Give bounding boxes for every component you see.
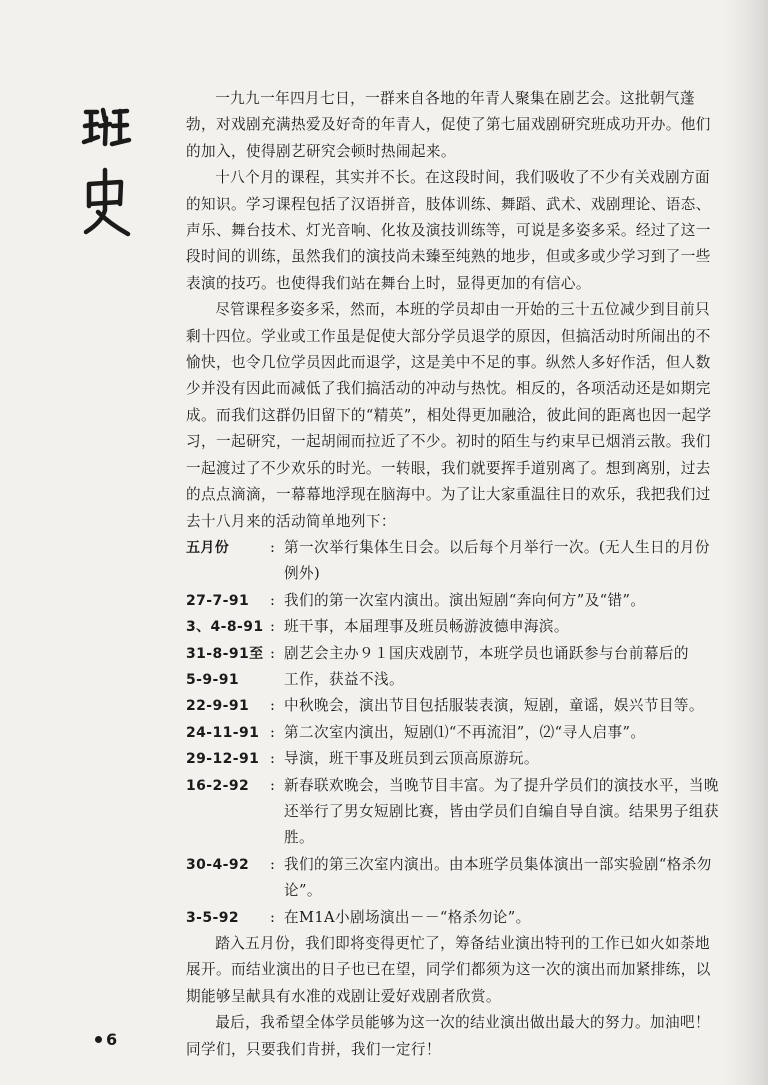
timeline-entry: 29-12-91 : 导演，班干事及班员到云顶高原游玩。 — [186, 746, 724, 772]
timeline-entry: 30-4-92 : 我们的第三次室内演出。由本班学员集体演出一部实验剧“格杀勿论”。 — [186, 852, 724, 905]
timeline-date: 3-5-92 — [186, 909, 239, 926]
paragraph-curriculum: 十八个月的课程，其实并不长。在这段时间，我们吸收了不少有关戏剧方面的知识。学习课程包括了汉语拼音，肢体训练、舞蹈、武术、戏剧理论、语态、声乐、舞台技术、灯光音响、化妆及演技训练等，可说是多姿多采。经过了这一段时间的训练，虽然我们的演技尚未臻至纯熟的地步，但或多或少学习到了一些表演的技巧。也使得我们站在舞台上时，显得更加的有信心。 — [186, 169, 711, 292]
timeline-date: 5-9-91 — [186, 671, 239, 688]
timeline-entry — [186, 667, 724, 693]
timeline-text: 班干事，本届理事及班员畅游波德申海滨。 — [284, 618, 569, 636]
timeline-entry: 22-9-91 : 中秋晚会，演出节目包括服装表演，短剧，童谣，娱兴节目等。 — [186, 693, 724, 719]
timeline-text: 第二次室内演出，短剧⑴“不再流泪”，⑵“寻人启事”。 — [284, 723, 646, 741]
timeline-date: 24-11-91 — [186, 724, 260, 741]
timeline-date: 27-7-91 — [186, 592, 250, 609]
paragraph-closing: 最后，我希望全体学员能够为这一次的结业演出做出最大的努力。加油吧！同学们，只要我们肯拼，我们一定行！ — [186, 1014, 710, 1058]
timeline-entry: 31-8-91至 : 剧艺会主办９１国庆戏剧节，本班学员也诵跃参与台前幕后的 — [186, 641, 724, 667]
article-body — [186, 86, 724, 1063]
timeline-date: 五月份 — [186, 539, 230, 556]
timeline-date: 29-12-91 — [186, 751, 260, 768]
timeline-entry: 16-2-92 : 新春联欢晚会，当晚节目丰富。为了提升学员们的演技水平，当晚还举行了男女短剧比赛，皆由学员们自编自导自演。结果男子组获胜。 — [186, 773, 724, 852]
timeline-entry: 3、4-8-91 : 班干事，本届理事及班员畅游波德申海滨。 — [186, 614, 724, 640]
timeline-text: 第一次举行集体生日会。以后每个月举行一次。(无人生日的月份例外) — [284, 538, 710, 583]
title-calligraphy-graphic — [72, 92, 138, 252]
timeline-text: 中秋晚会，演出节目包括服装表演，短剧，童谣，娱兴节目等。 — [284, 697, 704, 715]
page-number — [95, 1030, 117, 1049]
timeline-text: 工作，获益不浅。 — [284, 670, 404, 688]
binding-shadow — [722, 0, 768, 1085]
timeline-date: 31-8-91至 — [186, 645, 264, 662]
timeline-entry: 五月份 : 第一次举行集体生日会。以后每个月举行一次。(无人生日的月份例外) — [186, 535, 724, 588]
section-title-stamp — [72, 92, 138, 252]
timeline-date: 30-4-92 — [186, 856, 250, 873]
bullet-dot-icon — [95, 1036, 102, 1043]
timeline-date: 16-2-92 — [186, 777, 250, 794]
paragraph-intro: 一九九一年四月七日，一群来自各地的年青人聚集在剧艺会。这批朝气蓬勃，对戏剧充满热爱及好奇的年青人，促使了第七届戏剧研究班成功开办。他们的加入，使得剧艺研究会顿时热闹起来。 — [186, 90, 711, 160]
timeline-text: 导演，班干事及班员到云顶高原游玩。 — [284, 750, 539, 768]
paragraph-preparation: 踏入五月份，我们即将变得更忙了，筹备结业演出特刊的工作已如火如荼地展开。而结业演出的日子也已在望，同学们都须为这一次的演出而加紧排练，以期能够呈献具有水准的戏剧让爱好戏剧者欣赏。 — [186, 935, 711, 1005]
timeline-text: 我们的第一次室内演出。演出短剧“奔向何方”及“错”。 — [284, 591, 646, 609]
timeline-text: 我们的第三次室内演出。由本班学员集体演出一部实验剧“格杀勿论”。 — [284, 855, 712, 900]
paragraph-members: 尽管课程多姿多采，然而，本班的学员却由一开始的三十五位减少到目前只剩十四位。学业或工作虽是促使大部分学员退学的原因，但搞活动时所闹出的不愉快，也令几位学员因此而退学，这是美中不足的事。纵然人多好作活，但人数少并没有因此而减低了我们搞活动的冲动与热忱。相反的，各项活动还是如期完成。而我们这群仍旧留下的“精英”，相处得更加融洽，彼此间的距离也因一起学习，一起研究，一起胡闹而拉近了不少。初时的陌生与约束早已烟消云散。我们一起渡过了不少欢乐的时光。一转眼，我们就要挥手道别离了。想到离别，过去的点点滴滴，一幕幕地浮现在脑海中。为了让大家重温往日的欢乐，我把我们过去十八月来的活动简单地列下： — [186, 301, 712, 530]
timeline-date: 3、4-8-91 — [186, 619, 264, 636]
timeline-text: 在M1A小剧场演出－－“格杀勿论”。 — [284, 908, 531, 926]
timeline-date: 22-9-91 — [186, 698, 250, 715]
timeline-entry: 3-5-92 : 在M1A小剧场演出－－“格杀勿论”。 — [186, 905, 724, 931]
timeline-text: 新春联欢晚会，当晚节目丰富。为了提升学员们的演技水平，当晚还举行了男女短剧比赛，皆由学员们自编自导自演。结果男子组获胜。 — [284, 776, 719, 847]
page-number-text: 6 — [106, 1030, 118, 1049]
timeline-entry: 27-7-91 : 我们的第一次室内演出。演出短剧“奔向何方”及“错”。 — [186, 588, 724, 614]
activity-timeline — [186, 535, 724, 931]
timeline-text: 剧艺会主办９１国庆戏剧节，本班学员也诵跃参与台前幕后的 — [284, 644, 689, 662]
timeline-entry: 24-11-91 : 第二次室内演出，短剧⑴“不再流泪”，⑵“寻人启事”。 — [186, 720, 724, 746]
